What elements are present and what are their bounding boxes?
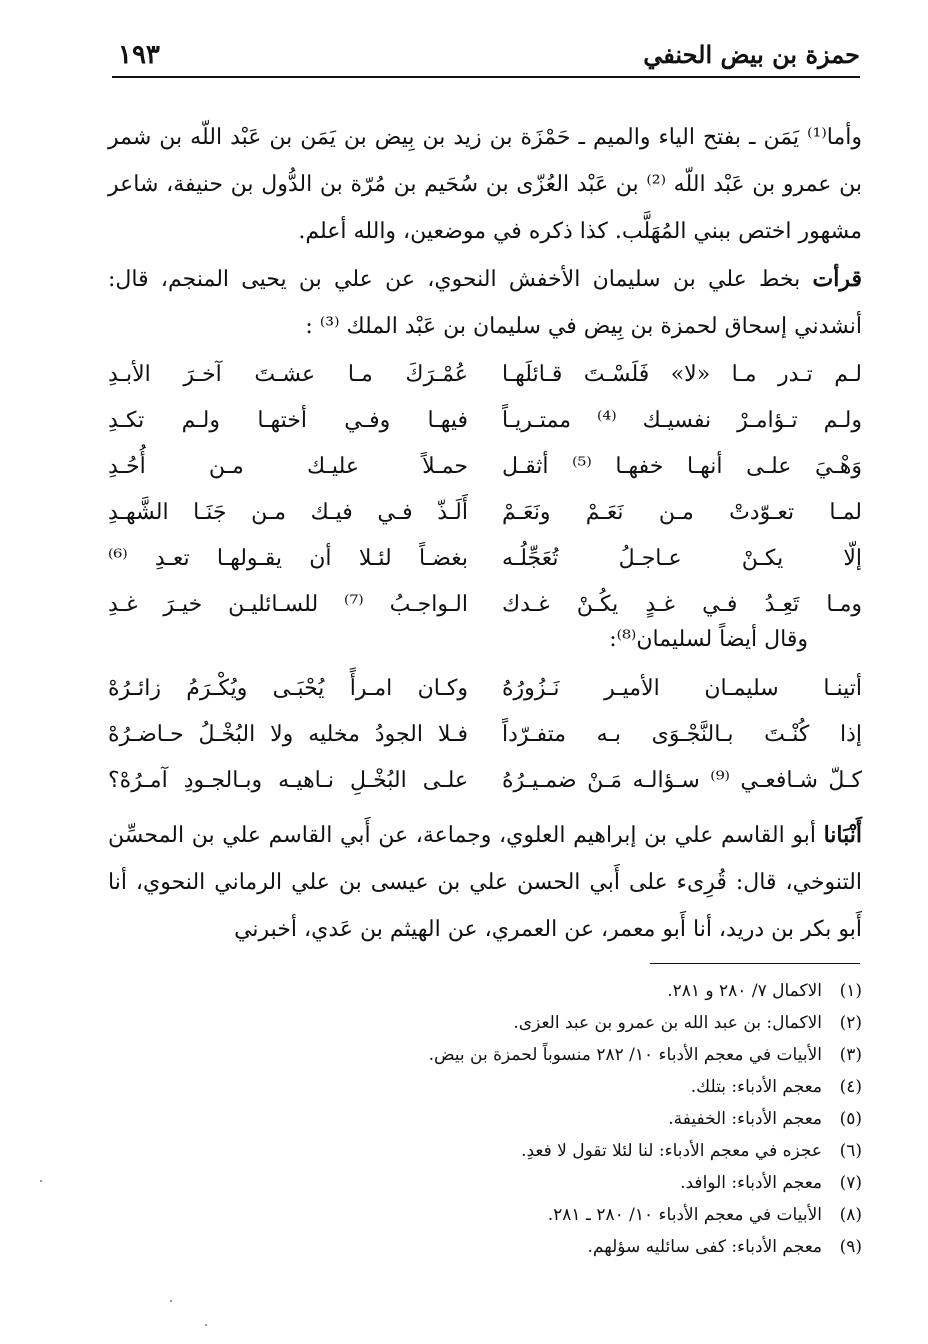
footnote-text: معجم الأدباء: كفى سائليه سؤلهم. (587, 1237, 822, 1257)
verse-line (108, 352, 862, 398)
footnote-number: (١) (839, 981, 862, 1001)
footnote-text: معجم الأدباء: الوافد. (680, 1173, 822, 1193)
footnote (162, 1231, 862, 1263)
footnote (162, 1167, 862, 1199)
scan-speck (205, 1324, 207, 1326)
verse-second-hemistich: حمـلاً عليـك مـن أُحُـدِ (108, 454, 468, 479)
footnote-number: (٣) (839, 1045, 862, 1065)
verse-line (108, 444, 862, 490)
verse-second-hemistich: فيهـا وفـي أختهـا ولـم تكـدِ (108, 408, 468, 433)
poem-second (108, 666, 862, 804)
footnotes (162, 975, 862, 1263)
paragraph-reading-text: بخط علي بن سليمان الأخفش النحوي، عن علي بن يحيى المنجم، قال: أنشدني إسحاق لحمزة بن بِيض في سليمان بن عَبْد الملك ⁽³⁾ : (108, 267, 862, 339)
verse-line (108, 712, 862, 758)
footnote-number: (٥) (839, 1109, 862, 1129)
footnote-text: معجم الأدباء: بتلك. (690, 1077, 822, 1097)
footnote-number: (٧) (839, 1173, 862, 1193)
verse-second-hemistich: بغضـاً لئـلا أن يقـولهـا تعـدِ ⁽⁶⁾ (108, 546, 468, 571)
footnote-number: (٩) (839, 1237, 862, 1257)
footnote-text: معجم الأدباء: الخفيفة. (668, 1109, 822, 1129)
footnote-text: الأبيات في معجم الأدباء ١٠/ ٢٨٠ ـ ٢٨١. (547, 1205, 822, 1225)
paragraph-lead-word: قرأت (812, 266, 862, 292)
footnote (162, 1135, 862, 1167)
footnote-number: (٨) (839, 1205, 862, 1225)
verse-line (108, 398, 862, 444)
verse-first-hemistich: إلّا يكـنْ عـاجـلُ تُعَجِّلُـه (502, 546, 862, 571)
verse-line (108, 536, 862, 582)
footnote-text: الاكمال: بن عبد الله بن عمرو بن عبد العزى. (513, 1013, 822, 1033)
footnote (162, 975, 862, 1007)
page-header (112, 34, 860, 78)
scan-speck (170, 1300, 172, 1302)
scan-speck (40, 1180, 42, 1182)
verse-second-hemistich: أَلَـذّ فـي فيـك مـن جَنَـا الشَّهـدِ (108, 500, 468, 525)
poem-intro: وقال أيضاً لسليمان⁽⁸⁾: (609, 627, 808, 652)
verse-first-hemistich: ومـا تَعِـدُ فـي غـدٍ يكُـنْ غـدك (502, 592, 862, 617)
footnote-number: (٢) (839, 1013, 862, 1033)
verse-first-hemistich: ولـم تـؤامـرْ نفسيـك ⁽⁴⁾ ممتـريـاً (502, 408, 862, 433)
paragraph-lead-word: أَنْبَانا (823, 822, 862, 848)
paragraph-reading-source (108, 256, 862, 350)
footnote-text: الاكمال ٧/ ٢٨٠ و ٢٨١. (667, 981, 822, 1001)
paragraph-biography-text: وأما⁽¹⁾ يَمَن ـ بفتح الياء والميم ـ حَمْزَة بن زيد بن بِيض بن يَمَن بن عَبْد اللّه بن شمر بن عمرو بن عَبْد اللّه ⁽²⁾ بن عَبْد العُزّى بن سُحَيم بن مُرّة بن الدُّول بن حنيفة، شاعر مشهور اختص ببني المُهَلَّب. كذا ذكره في موضعين، والله أعلم. (108, 125, 862, 244)
verse-second-hemistich: الـواجـبُ ⁽⁷⁾ للسـائليـن خيـرَ غـدِ (108, 592, 468, 617)
footnote (162, 1039, 862, 1071)
footnote (162, 1199, 862, 1231)
verse-first-hemistich: أتينـا سليمـان الأميـر نَـزُورُهُ (502, 676, 862, 701)
footnote-number: (٦) (839, 1141, 862, 1161)
verse-second-hemistich: علـى البُخْـلِ نـاهيـه وبـالجـودِ آمـرُهْ؟ (108, 768, 468, 793)
verse-first-hemistich: لمـا تعـوّدتْ مـن نَعَـمْ ونَعَـمْ (502, 500, 862, 525)
verse-line (108, 490, 862, 536)
verse-first-hemistich: وَهْـيَ علـى أنهـا خفهـا ⁽⁵⁾ أثقـل (502, 454, 862, 479)
footnote-text: الأبيات في معجم الأدباء ١٠/ ٢٨٢ منسوباً لحمزة بن بيض. (428, 1045, 822, 1065)
verse-first-hemistich: إذا كُنْـتَ بـالنَّجْـوَى بـه متفـرّداً (502, 722, 862, 747)
running-title: حمزة بن بيض الحنفي (643, 40, 860, 69)
footnote-text: عجزه في معجم الأدباء: لنا لئلا تقول لا فعدِ. (521, 1141, 822, 1161)
footnote (162, 1071, 862, 1103)
verse-line (108, 758, 862, 804)
verse-first-hemistich: كـلّ شـافعـي ⁽⁹⁾ سـؤالـه مَـنْ ضمـيـرُهُ (502, 768, 862, 793)
verse-second-hemistich: وكـان امـرأً يُحْبَـى ويُكْـرَمُ زائـرُهْ (108, 676, 468, 701)
verse-line (108, 666, 862, 712)
verse-second-hemistich: عُمْـرَكَ مـا عشـتَ آخـرَ الأبـدِ (108, 362, 468, 387)
footnote (162, 1103, 862, 1135)
footnote-number: (٤) (839, 1077, 862, 1097)
page-number: ١٩٣ (118, 40, 160, 70)
paragraph-biography (108, 114, 862, 255)
paragraph-isnad (108, 812, 862, 953)
poem-first (108, 352, 862, 628)
verse-second-hemistich: فـلا الجودُ مخليه ولا البُخْـلُ حـاضـرُهْ (108, 722, 468, 747)
paragraph-isnad-text: أبو القاسم علي بن إبراهيم العلوي، وجماعة، عن أَبي القاسم علي بن المحسِّن التنوخي، قال: قُرِىء على أَبي الحسن علي بن عيسى بن علي الرماني النحوي، أنا أَبو بكر بن دريد، أنا أَبو معمر، عن العمري، عن الهيثم بن عَدي، أخبرني (108, 823, 862, 942)
footnote-divider (650, 963, 860, 964)
verse-first-hemistich: لـم تـدر مـا «لا» فَلَسْـتَ قـائلَهـا (502, 362, 862, 387)
footnote (162, 1007, 862, 1039)
